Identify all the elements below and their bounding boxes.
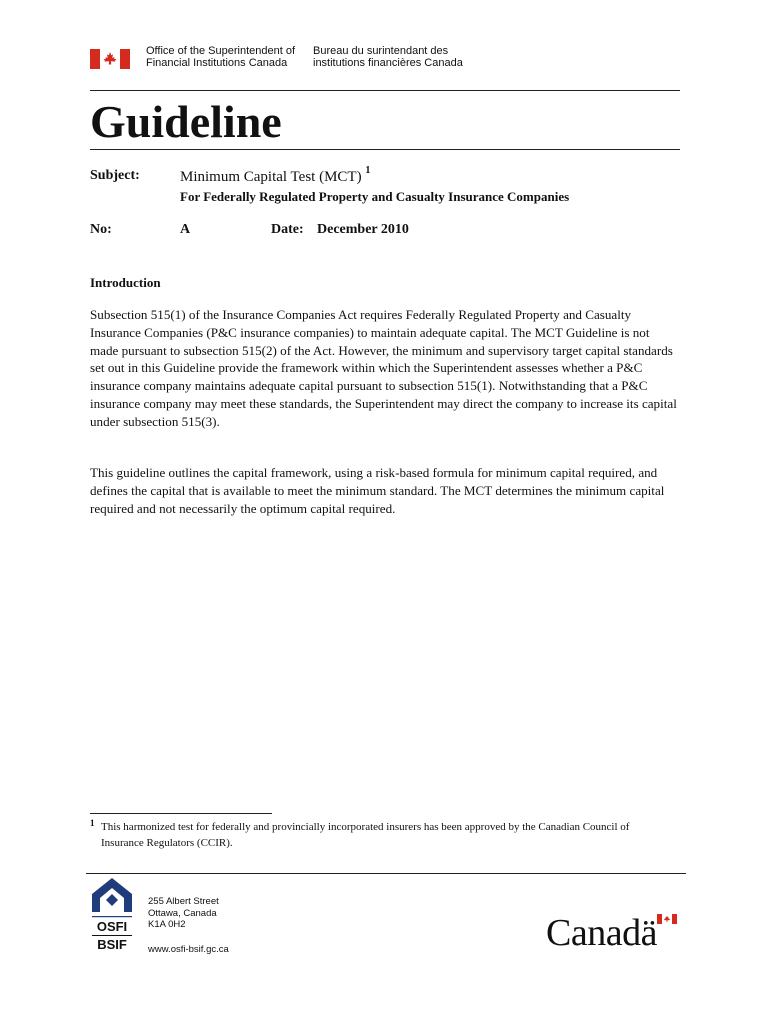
subtitle: For Federally Regulated Property and Casualty Insurance Companies (180, 189, 570, 204)
footnote-divider (90, 813, 272, 814)
agency-en-line1: Office of the Superintendent of (146, 45, 296, 57)
bsif-logo-text: BSIF (97, 937, 127, 952)
subject-value (180, 167, 370, 186)
canada-wordmark: Canadä (546, 912, 657, 954)
title-divider (90, 149, 680, 150)
agency-en-line2: Financial Institutions Canada (146, 57, 288, 69)
agency-name-en (146, 45, 295, 69)
address-block (148, 896, 229, 955)
introduction-paragraph-1: Subsection 515(1) of the Insurance Companies Act requires Federally Regulated Property and Casualty Insurance Companies (P&C insurance companies) to maintain adequate capital. The MCT Guideline is not made pursuant to subsection 515(2) of the Act. However, the minimum and supervisory target capital standards set out in this Guideline provide the framework within which the Superintendent assesses whether a P&C insurance company maintains adequate capital pursuant to subsection 515(1). Notwithstanding that a P&C insurance company may meet these standards, the Superintendent may direct the company to increase its capital under subsection 515(3). (90, 307, 677, 429)
subject-text: Minimum Capital Test (MCT) (180, 169, 362, 185)
footer-divider (86, 873, 686, 874)
subject-footnote-ref: 1 (365, 165, 371, 176)
date-label: Date: (271, 222, 304, 237)
date-value: December 2010 (317, 222, 409, 237)
subject-label: Subject: (90, 168, 140, 183)
address-line-3: K1A 0H2 (148, 919, 186, 930)
agency-name-fr (313, 45, 463, 69)
no-value: A (180, 222, 191, 237)
osfi-logo-icon (88, 876, 136, 952)
agency-fr-line2: institutions financières Canada (313, 57, 463, 69)
footnote-text: This harmonized test for federally and provincially incorporated insurers has been approved by the Canadian Council of Insurance Regulators (CCIR). (101, 821, 630, 849)
osfi-logo-text: OSFI (96, 919, 128, 934)
address-line-2: Ottawa, Canada (148, 907, 217, 919)
address-line-1: 255 Albert Street (148, 896, 219, 907)
footnote-mark: 1 (90, 818, 95, 828)
page-title: Guideline (90, 96, 282, 147)
no-label: No: (90, 222, 112, 237)
website-link[interactable]: www.osfi-bsif.gc.ca (148, 943, 229, 955)
header-divider (90, 90, 680, 91)
canada-flag-icon (90, 49, 130, 69)
introduction-heading: Introduction (90, 275, 161, 290)
canada-wordmark-flag-icon (657, 914, 677, 924)
agency-fr-line1: Bureau du surintendant des (313, 45, 449, 57)
introduction-paragraph-2: This guideline outlines the capital framework, using a risk-based formula for minimum capital required, and defines the capital that is available to meet the minimum standard. The MCT determines the minimum capital required and not necessarily the optimum capital required. (90, 465, 665, 516)
